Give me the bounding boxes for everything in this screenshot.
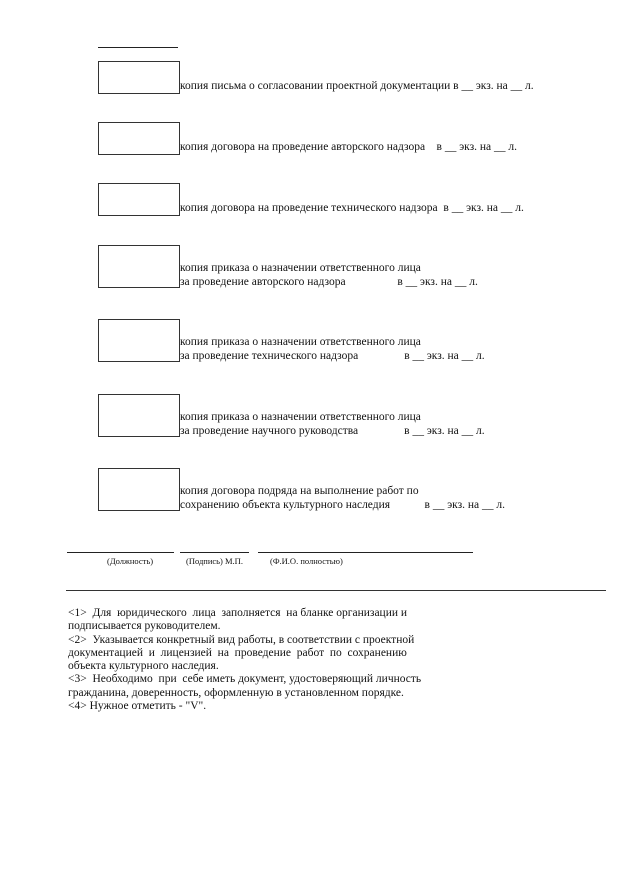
item-text-line1: копия договора подряда на выполнение работ по: [180, 485, 419, 497]
checkbox[interactable]: [98, 245, 180, 288]
footnote-line: <2> Указывается конкретный вид работы, в соответствии с проектной: [68, 633, 415, 646]
top-rule: [98, 47, 178, 48]
footnote-line: гражданина, доверенность, оформленную в установленном порядке.: [68, 686, 404, 699]
item-text-line1: копия приказа о назначении ответственного лица: [180, 262, 421, 274]
item-scientific-management-order: [98, 394, 618, 437]
footnote-line: объекта культурного наследия.: [68, 660, 219, 673]
item-technical-supervision-order: [98, 319, 618, 362]
item-text-line1: копия приказа о назначении ответственного лица: [180, 336, 421, 348]
signature-caption: (Подпись) М.П.: [186, 556, 243, 566]
item-approval-letter: [98, 61, 618, 101]
signature-line[interactable]: [180, 552, 249, 553]
position-line[interactable]: [67, 552, 174, 553]
item-text: копия договора на проведение авторского надзора в __ экз. на __ л.: [180, 141, 518, 153]
footnote-line: <3> Необходимо при себе иметь документ, удостоверяющий личность: [68, 673, 422, 686]
footnote-line: подписывается руководителем.: [68, 620, 221, 633]
footnote-line: <1> Для юридического лица заполняется на бланке организации и: [68, 607, 408, 619]
item-text-line2: за проведение технического надзора в __ экз. на __ л.: [180, 350, 485, 362]
checkbox[interactable]: [98, 183, 180, 216]
item-author-supervision-contract: [98, 122, 618, 162]
checkbox[interactable]: [98, 319, 180, 362]
full-name-caption: (Ф.И.О. полностью): [270, 556, 343, 566]
divider: [66, 590, 606, 591]
item-technical-supervision-contract: [98, 183, 618, 223]
footnote-line: <4> Нужное отметить - "V".: [68, 700, 207, 713]
item-text-line1: копия приказа о назначении ответственного лица: [180, 411, 421, 423]
item-contract-work: [98, 468, 618, 511]
item-text-line2: сохранению объекта культурного наследия в __ экз. на __ л.: [180, 499, 506, 511]
item-author-supervision-order: [98, 245, 618, 288]
checkbox[interactable]: [98, 61, 180, 94]
checkbox[interactable]: [98, 468, 180, 511]
item-text: копия письма о согласовании проектной документации в __ экз. на __ л.: [180, 80, 534, 92]
footnotes: [68, 607, 468, 713]
checkbox[interactable]: [98, 122, 180, 155]
item-text: копия договора на проведение технического надзора в __ экз. на __ л.: [180, 202, 524, 214]
full-name-line[interactable]: [258, 552, 473, 553]
checkbox[interactable]: [98, 394, 180, 437]
position-caption: (Должность): [107, 556, 154, 566]
footnote-line: документацией и лицензией на проведение работ по сохранению: [68, 646, 407, 659]
item-text-line2: за проведение научного руководства в __ экз. на __ л.: [180, 425, 485, 437]
item-text-line2: за проведение авторского надзора в __ экз. на __ л.: [180, 276, 478, 288]
